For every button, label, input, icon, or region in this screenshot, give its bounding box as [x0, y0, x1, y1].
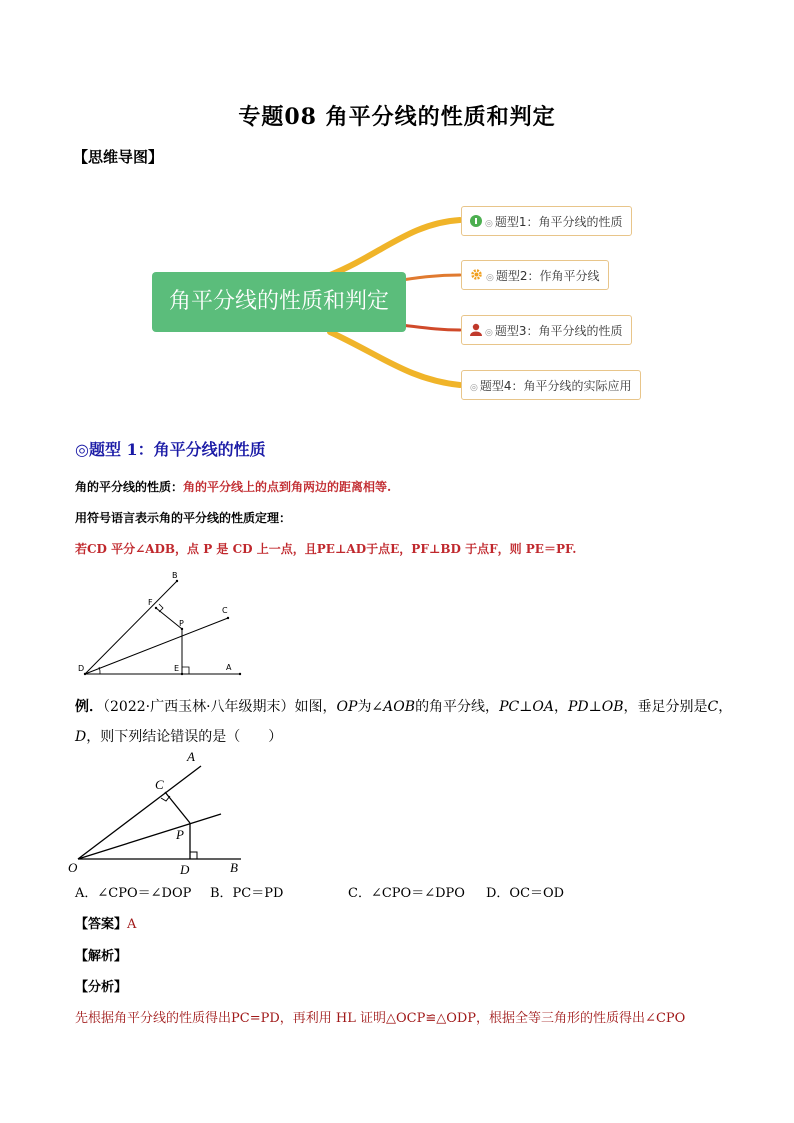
analysis-label: 【解析】 [75, 949, 128, 964]
page-title: 专题08 角平分线的性质和判定 [238, 104, 556, 130]
label-D: D [78, 664, 85, 673]
label-C: C [155, 777, 164, 792]
option-b: B．PC＝PD [210, 886, 284, 901]
label-C: C [222, 606, 228, 615]
section-heading: ◎题型 1：角平分线的性质 [75, 440, 266, 459]
example-line-1: 例．（2022·广西玉林·八年级期末）如图，OP为∠AOB的角平分线，PC⊥OA，PD⊥OB，垂足分别是C， [75, 699, 733, 715]
label-D: D [180, 862, 190, 877]
mindmap-central-node: 角平分线的性质和判定 [152, 272, 406, 332]
angle-bisector-figure-1 [70, 568, 250, 683]
label-B: B [230, 860, 238, 875]
option-c: C．∠CPO＝∠DPO [348, 886, 465, 901]
mindmap-topic-2: ◎ 题型2：作角平分线 [461, 260, 609, 290]
label-E: E [174, 664, 180, 673]
option-d: D．OC＝OD [486, 886, 565, 901]
label-P: P [179, 619, 184, 628]
label-F: F [148, 598, 153, 607]
answer-line: 【答案】A [75, 917, 137, 932]
label-A: A [187, 749, 195, 764]
angle-bisector-figure-2 [66, 746, 256, 880]
property-line: 角的平分线的性质：角的平分线上的点到角两边的距离相等. [75, 480, 392, 494]
mindmap-label: 【思维导图】 [73, 148, 164, 166]
label-A: A [226, 663, 232, 672]
person-icon [470, 317, 482, 347]
example-line-2: D，则下列结论错误的是（ ） [75, 729, 283, 745]
label-P: P [176, 827, 184, 842]
mindmap-topic-3: ◎ 题型3：角平分线的性质 [461, 315, 632, 345]
mindmap-topic-1: ◎ 题型1：角平分线的性质 [461, 206, 632, 236]
label-B: B [172, 571, 178, 580]
symbol-statement: 若CD 平分∠ADB，点 P 是 CD 上一点，且PE⊥AD于点E，PF⊥BD 于点F，则 PE＝PF. [75, 542, 577, 556]
gear-icon [470, 262, 483, 292]
symbol-intro: 用符号语言表示角的平分线的性质定理： [75, 511, 292, 525]
fenxi-label: 【分析】 [75, 980, 128, 995]
info-icon [470, 208, 482, 238]
mindmap-topic-4: ◎ 题型4：角平分线的实际应用 [461, 370, 641, 400]
fenxi-text: 先根据角平分线的性质得出PC=PD，再利用 HL 证明△OCP≌△ODP，根据全等三角形的性质得出∠CPO [75, 1011, 686, 1026]
label-O: O [68, 860, 78, 875]
option-a: A．∠CPO＝∠DOP [75, 886, 192, 901]
